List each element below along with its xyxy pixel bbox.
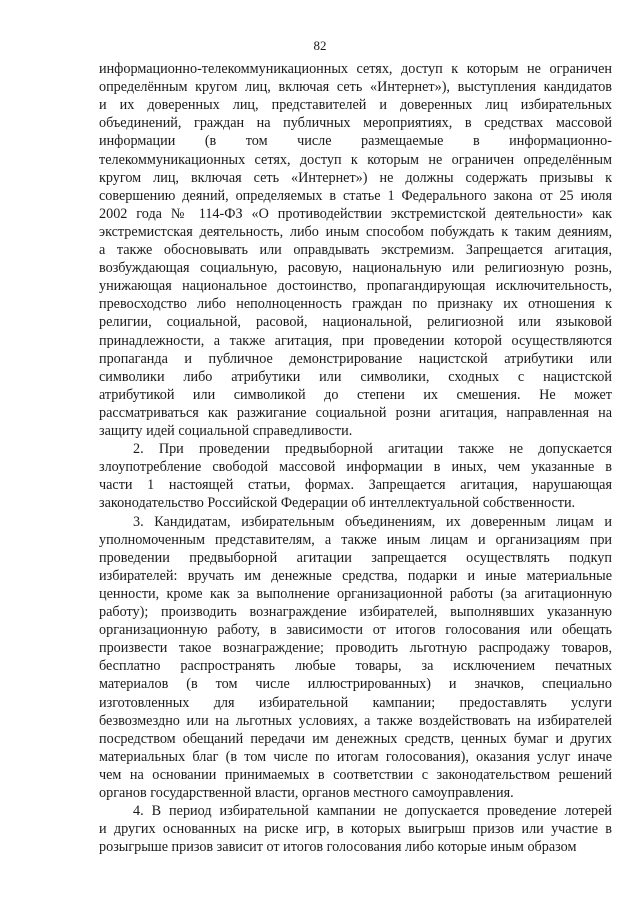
text-line: ценности, кроме как за выполнение организационной работы (за агитационную <box>99 585 612 602</box>
text-line: объединений, граждан на публичных мероприятиях, в средствах массовой <box>99 115 612 132</box>
text-line: материалов (в том числе иллюстрированных) и значков, специально <box>99 676 612 693</box>
text-line: материальных благ (в том числе по итогам голосования), оказания услуг иначе <box>99 748 612 765</box>
page-number: 82 <box>313 38 327 53</box>
text-line: защиту идей социальной справедливости. <box>99 423 353 439</box>
text-line: уполномоченным представителям, а также иным лицам и организациям при <box>99 531 612 548</box>
text-line: злоупотребление свободой массовой информации в иных, чем указанные в <box>99 459 612 476</box>
text-line: организационную работу, в зависимости от итогов голосования или обещать <box>99 622 612 639</box>
text-line: экстремистская деятельность, либо иным способом побуждать к таким деяниям, <box>99 223 612 240</box>
text-line: кругом лиц, включая сеть «Интернет») не должны содержать призывы к <box>99 169 612 186</box>
text-line: розыгрыше призов зависит от итогов голосования либо которые иным образом <box>99 839 577 856</box>
text-line: определённым кругом лиц, включая сеть «Интернет»), выступления кандидатов <box>99 79 612 96</box>
text-line: посредством обещаний передачи им денежных средств, ценных бумаг и других <box>99 730 612 747</box>
text-line: символики либо атрибутики или символики, сходных с нацистской <box>99 368 612 385</box>
text-line: превосходство либо неполноценность граждан по признаку их отношения к <box>99 296 612 313</box>
text-line: информационно-телекоммуникационных сетях, доступ к которым не ограничен <box>99 61 612 77</box>
text-line: части 1 настоящей статьи, формах. Запрещается агитация, нарушающая <box>99 477 612 494</box>
text-line: 4. В период избирательной кампании не допускается проведение лотерей <box>133 803 612 820</box>
text-line: изготовленных для избирательной кампании; предоставлять услуги <box>99 694 612 711</box>
text-line: информации (в том числе размещаемые в информационно- <box>99 133 612 150</box>
text-line: органов государственной власти, органов местного самоуправления. <box>99 785 514 801</box>
text-line: чем на основании принимаемых в соответствии с законодательством решений <box>99 766 612 783</box>
text-line: избирателей: вручать им денежные средства, подарки и иные материальные <box>99 567 612 584</box>
text-line: совершению деяний, определяемых в статье 1 Федерального закона от 25 июля <box>99 187 612 204</box>
text-line: унижающая национальное достоинство, пропагандирующая исключительность, <box>99 278 612 295</box>
text-line: законодательство Российской Федерации об интеллектуальной собственности. <box>99 495 576 512</box>
text-line: возбуждающая социальную, расовую, национальную или религиозную рознь, <box>99 260 612 277</box>
text-line: 3. Кандидатам, избирательным объединениям, их доверенным лицам и <box>133 513 612 530</box>
text-line: принадлежности, а также агитация, при проведении которой осуществляются <box>99 332 612 349</box>
text-line: и их доверенных лиц, представителей и доверенных лиц избирательных <box>99 97 612 114</box>
text-line: рассматриваться как разжигание социальной розни агитация, направленная на <box>99 404 612 421</box>
text-line: произвести такое вознаграждение; проводить льготную распродажу товаров, <box>99 640 612 657</box>
text-line: религии, социальной, расовой, национальной, религиозной или языковой <box>99 314 612 331</box>
text-line: а также обосновывать или оправдывать экстремизм. Запрещается агитация, <box>99 242 612 258</box>
text-line: 2002 года № 114-ФЗ «О противодействии экстремистской деятельности» как <box>99 205 612 222</box>
text-line: 2. При проведении предвыборной агитации также не допускается <box>133 441 612 458</box>
text-line: пропаганда и публичное демонстрирование нацистской атрибутики или <box>99 350 612 367</box>
text-line: и других основанных на риске игр, в которых выигрыш призов или участие в <box>99 821 612 838</box>
text-line: атрибутикой или символикой до степени их смешения. Не может <box>99 386 612 403</box>
text-line: работу); производить вознаграждение избирателей, выполнявших указанную <box>99 604 612 620</box>
text-line: бесплатно распространять любые товары, за исключением печатных <box>99 658 612 675</box>
text-line: телекоммуникационных сетях, доступ к которым не ограничен определённым <box>99 151 612 168</box>
text-line: проведении предвыборной агитации запрещается осуществлять подкуп <box>99 549 612 566</box>
text-line: безвозмездно или на льготных условиях, а также воздействовать на избирателей <box>99 712 612 729</box>
